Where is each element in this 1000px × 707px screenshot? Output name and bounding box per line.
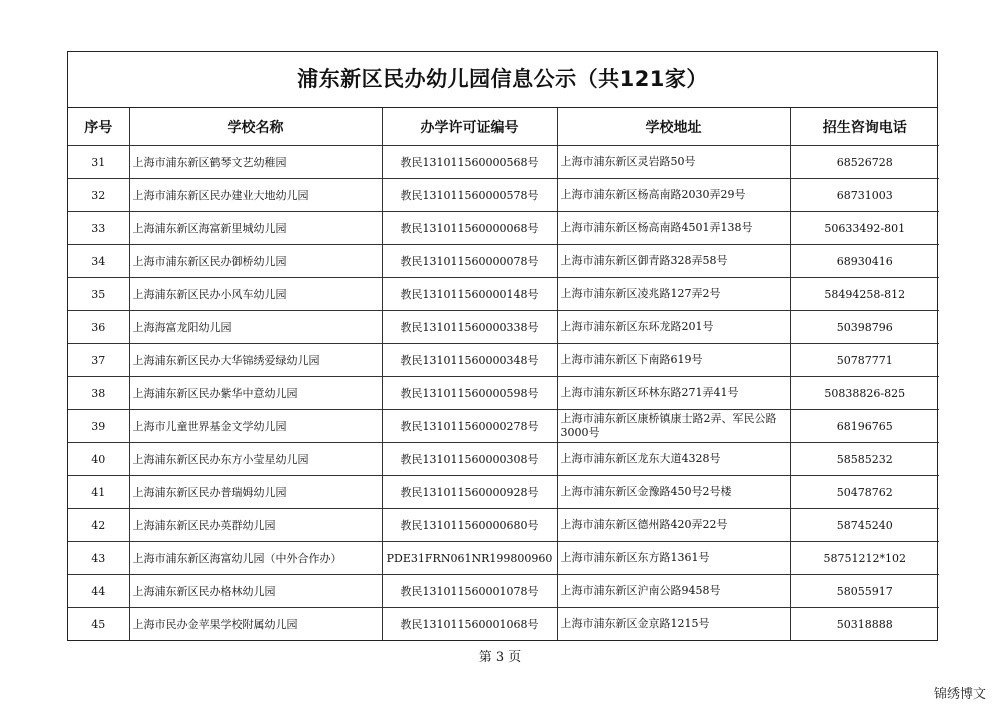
cell-seq: 43 [68, 542, 129, 575]
cell-phone: 68930416 [790, 245, 939, 278]
cell-school-address: 上海市浦东新区金豫路450号2号楼 [557, 476, 790, 509]
cell-license-number: PDE31FRN061NR199800960 [382, 542, 557, 575]
cell-license-number: 教民131011560000680号 [382, 509, 557, 542]
cell-school-address: 上海市浦东新区杨高南路2030弄29号 [557, 179, 790, 212]
cell-school-name: 上海市浦东新区海富幼儿园（中外合作办） [129, 542, 382, 575]
cell-phone: 58745240 [790, 509, 939, 542]
cell-license-number: 教民131011560001068号 [382, 608, 557, 641]
cell-seq: 32 [68, 179, 129, 212]
watermark: 锦绣博文 [933, 687, 986, 702]
table-row [68, 542, 939, 575]
cell-seq: 34 [68, 245, 129, 278]
cell-license-number: 教民131011560000148号 [382, 278, 557, 311]
table-row [68, 608, 939, 641]
cell-seq: 33 [68, 212, 129, 245]
table-row [68, 278, 939, 311]
table-row [68, 245, 939, 278]
cell-phone: 68731003 [790, 179, 939, 212]
cell-seq: 39 [68, 410, 129, 443]
cell-school-name: 上海市浦东新区鹤琴文艺幼稚园 [129, 146, 382, 179]
cell-school-name: 上海市浦东新区民办御桥幼儿园 [129, 245, 382, 278]
cell-school-address: 上海市浦东新区下南路619号 [557, 344, 790, 377]
cell-phone: 58751212*102 [790, 542, 939, 575]
page-title: 浦东新区民办幼儿园信息公示（共121家） [68, 52, 937, 108]
cell-phone: 58055917 [790, 575, 939, 608]
cell-phone: 68526728 [790, 146, 939, 179]
cell-license-number: 教民131011560000308号 [382, 443, 557, 476]
cell-school-address: 上海市浦东新区东环龙路201号 [557, 311, 790, 344]
cell-seq: 31 [68, 146, 129, 179]
cell-phone: 50478762 [790, 476, 939, 509]
table-row [68, 146, 939, 179]
cell-seq: 45 [68, 608, 129, 641]
cell-school-name: 上海浦东新区民办普瑞姆幼儿园 [129, 476, 382, 509]
cell-license-number: 教民131011560000278号 [382, 410, 557, 443]
cell-license-number: 教民131011560000338号 [382, 311, 557, 344]
kindergarten-table-sheet [67, 51, 938, 641]
cell-phone: 58494258-812 [790, 278, 939, 311]
table-row [68, 575, 939, 608]
cell-school-name: 上海浦东新区民办东方小莹星幼儿园 [129, 443, 382, 476]
table-row [68, 212, 939, 245]
table-row [68, 410, 939, 443]
cell-phone: 50318888 [790, 608, 939, 641]
cell-school-name: 上海海富龙阳幼儿园 [129, 311, 382, 344]
cell-phone: 50633492-801 [790, 212, 939, 245]
table-row [68, 344, 939, 377]
cell-seq: 36 [68, 311, 129, 344]
cell-phone: 68196765 [790, 410, 939, 443]
cell-school-address: 上海市浦东新区御青路328弄58号 [557, 245, 790, 278]
header-school-name: 学校名称 [129, 108, 382, 146]
cell-school-address: 上海市浦东新区环林东路271弄41号 [557, 377, 790, 410]
header-seq: 序号 [68, 108, 129, 146]
table-row [68, 377, 939, 410]
cell-license-number: 教民131011560000078号 [382, 245, 557, 278]
cell-school-address: 上海市浦东新区灵岩路50号 [557, 146, 790, 179]
page-number: 第 3 页 [478, 650, 522, 665]
cell-seq: 38 [68, 377, 129, 410]
cell-school-address: 上海市浦东新区东方路1361号 [557, 542, 790, 575]
cell-license-number: 教民131011560000348号 [382, 344, 557, 377]
cell-school-address: 上海市浦东新区金京路1215号 [557, 608, 790, 641]
cell-school-name: 上海浦东新区民办大华锦绣爱绿幼儿园 [129, 344, 382, 377]
cell-school-name: 上海市民办金苹果学校附属幼儿园 [129, 608, 382, 641]
cell-school-address: 上海市浦东新区德州路420弄22号 [557, 509, 790, 542]
cell-school-name: 上海浦东新区民办紫华中意幼儿园 [129, 377, 382, 410]
cell-school-name: 上海浦东新区民办格林幼儿园 [129, 575, 382, 608]
cell-school-name: 上海浦东新区海富新里城幼儿园 [129, 212, 382, 245]
table-row [68, 509, 939, 542]
table-row [68, 443, 939, 476]
cell-school-name: 上海市儿童世界基金文学幼儿园 [129, 410, 382, 443]
cell-school-name: 上海市浦东新区民办建业大地幼儿园 [129, 179, 382, 212]
cell-seq: 40 [68, 443, 129, 476]
cell-phone: 50787771 [790, 344, 939, 377]
cell-license-number: 教民131011560000578号 [382, 179, 557, 212]
cell-school-address: 上海市浦东新区凌兆路127弄2号 [557, 278, 790, 311]
cell-school-address: 上海市浦东新区沪南公路9458号 [557, 575, 790, 608]
header-school-address: 学校地址 [557, 108, 790, 146]
cell-seq: 44 [68, 575, 129, 608]
cell-seq: 35 [68, 278, 129, 311]
cell-seq: 41 [68, 476, 129, 509]
table-row [68, 476, 939, 509]
cell-license-number: 教民131011560000928号 [382, 476, 557, 509]
header-phone: 招生咨询电话 [790, 108, 939, 146]
header-license-number: 办学许可证编号 [382, 108, 557, 146]
cell-school-address: 上海市浦东新区康桥镇康士路2弄、军民公路3000号 [557, 410, 790, 443]
table-header-row [68, 108, 939, 146]
cell-license-number: 教民131011560000598号 [382, 377, 557, 410]
cell-school-name: 上海浦东新区民办英群幼儿园 [129, 509, 382, 542]
table-row [68, 179, 939, 212]
cell-school-name: 上海浦东新区民办小风车幼儿园 [129, 278, 382, 311]
cell-license-number: 教民131011560000568号 [382, 146, 557, 179]
cell-phone: 58585232 [790, 443, 939, 476]
cell-license-number: 教民131011560001078号 [382, 575, 557, 608]
cell-phone: 50838826-825 [790, 377, 939, 410]
cell-school-address: 上海市浦东新区龙东大道4328号 [557, 443, 790, 476]
kindergarten-table [68, 108, 939, 640]
cell-license-number: 教民131011560000068号 [382, 212, 557, 245]
table-row [68, 311, 939, 344]
cell-phone: 50398796 [790, 311, 939, 344]
cell-seq: 37 [68, 344, 129, 377]
cell-seq: 42 [68, 509, 129, 542]
cell-school-address: 上海市浦东新区杨高南路4501弄138号 [557, 212, 790, 245]
